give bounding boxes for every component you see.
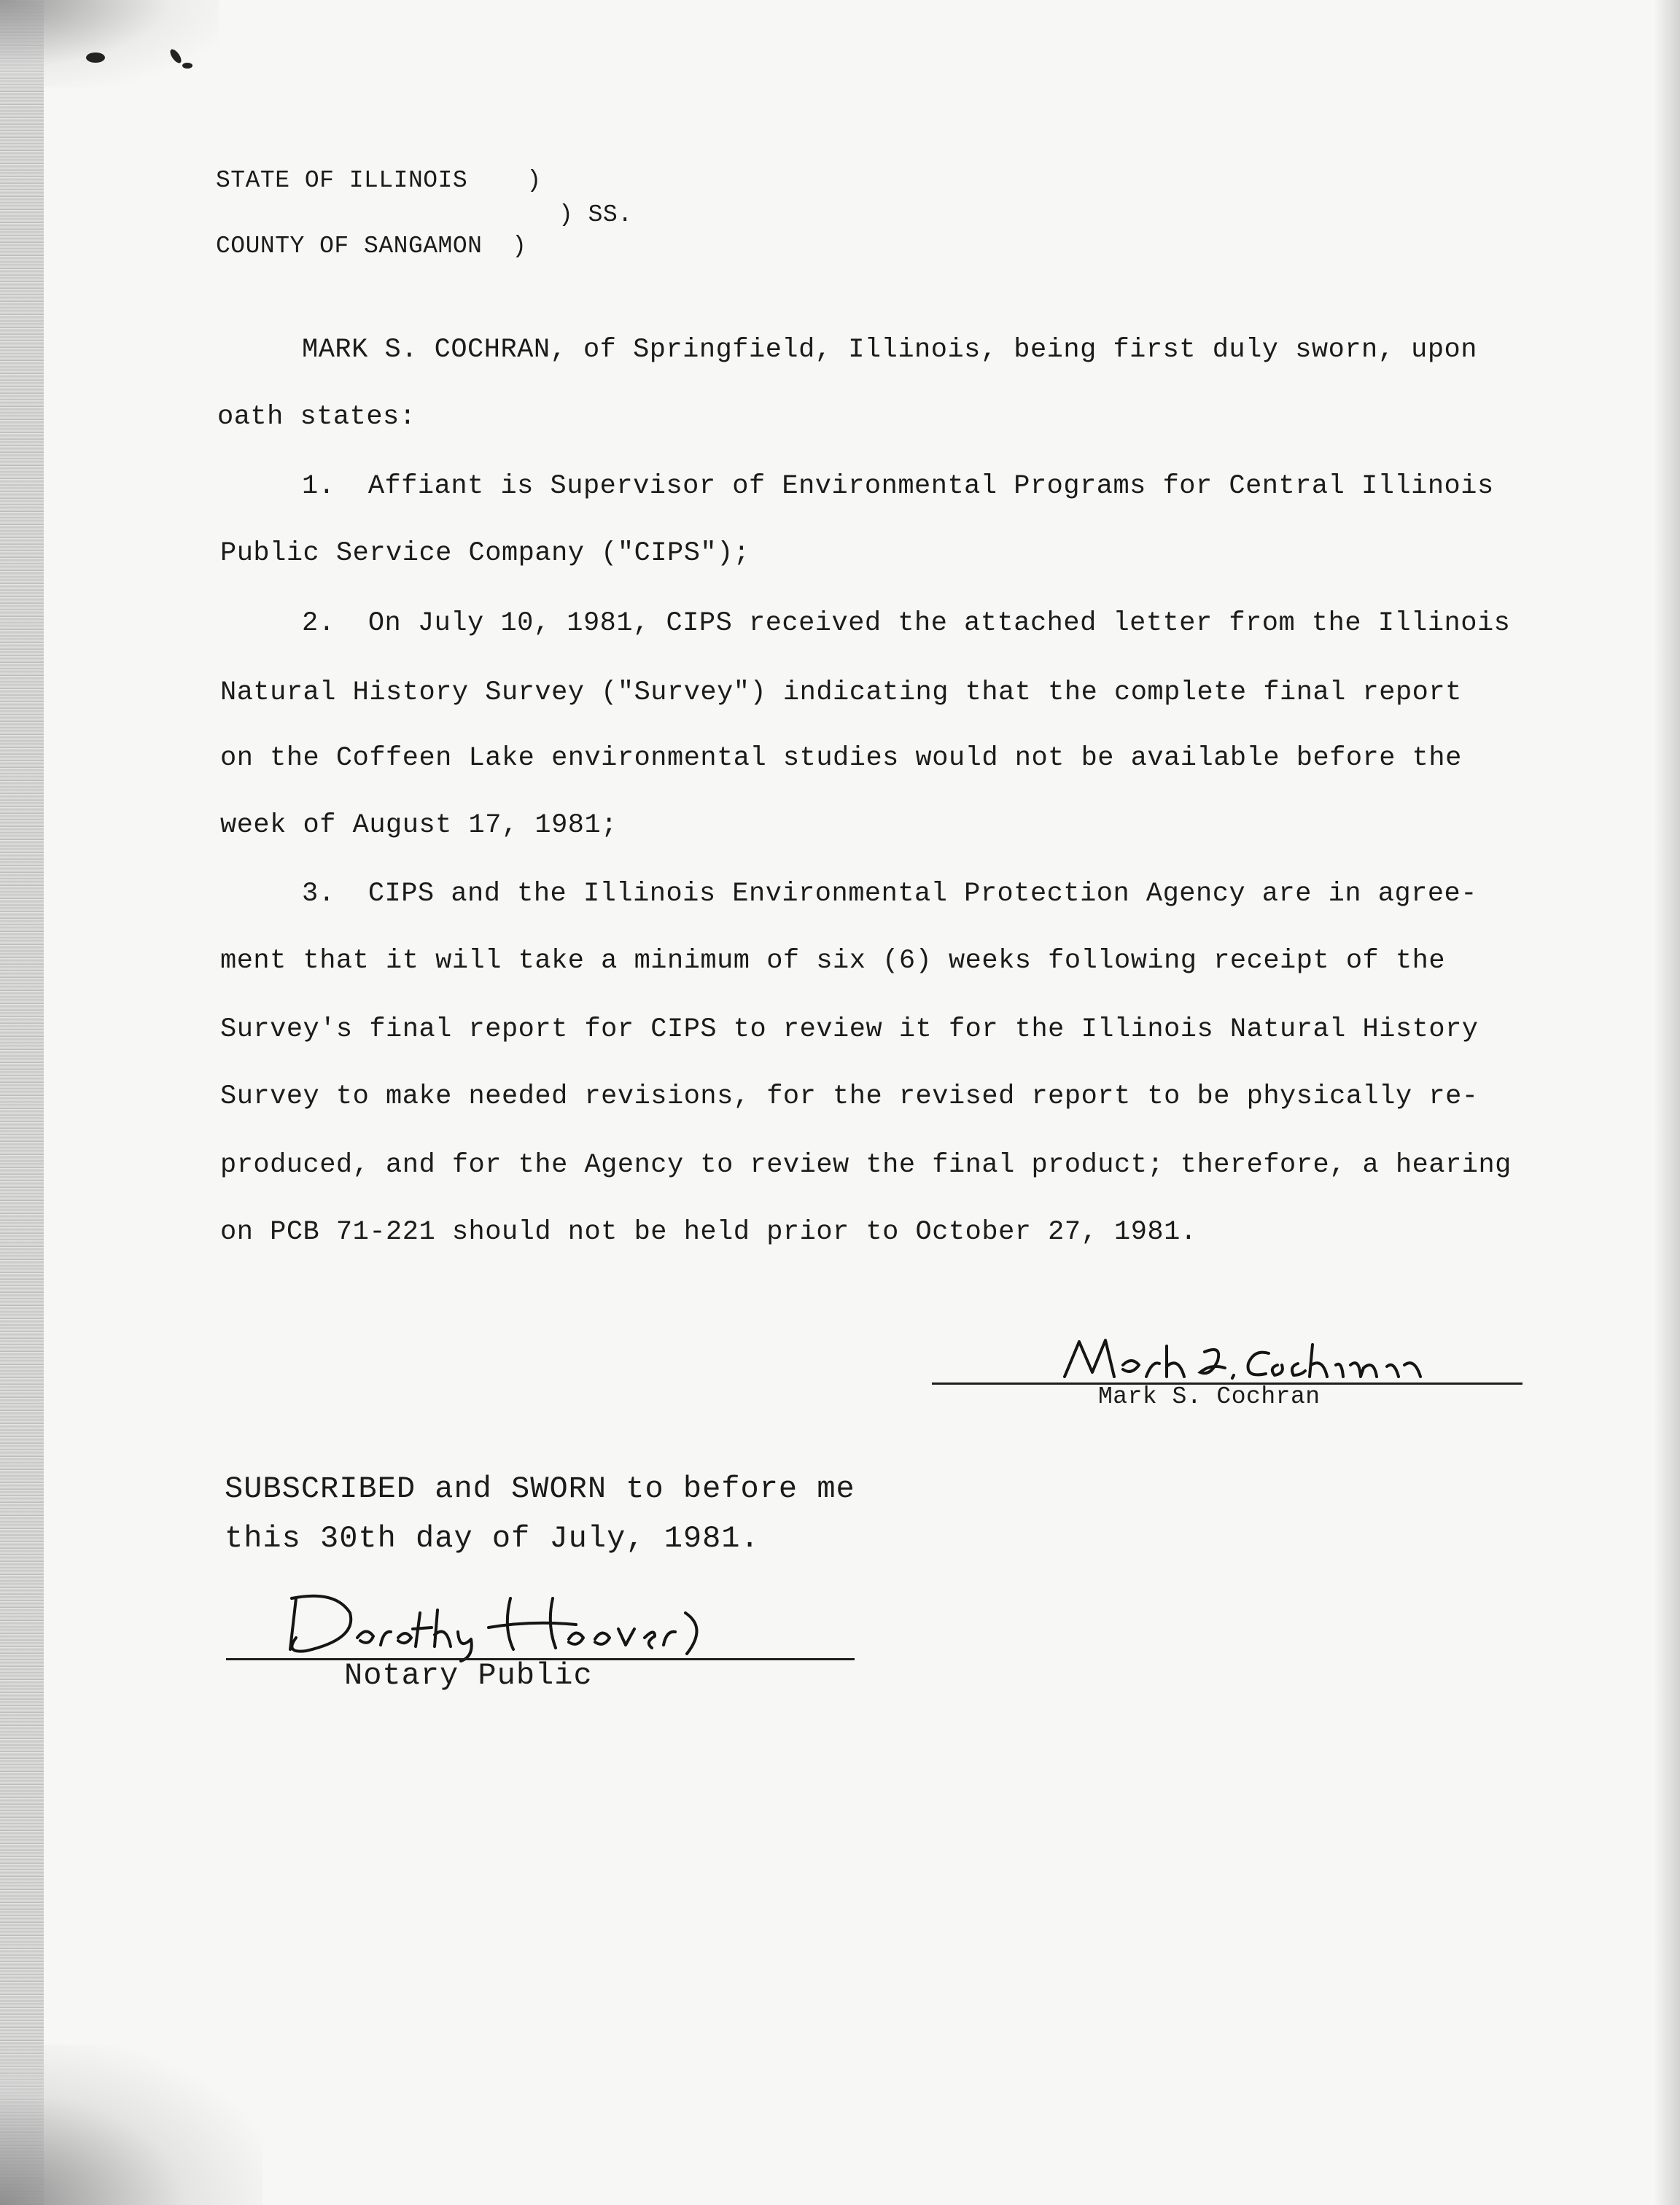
paragraph-2-line-1: 2. On July 10, 1981, CIPS received the attached letter from the Illinois	[302, 608, 1511, 639]
paragraph-3-line-1: 3. CIPS and the Illinois Environmental Protection Agency are in agree-	[302, 879, 1477, 909]
paragraph-3-line-6: on PCB 71-221 should not be held prior to October 27, 1981.	[220, 1217, 1197, 1248]
notary-title: Notary Public	[344, 1658, 593, 1693]
paragraph-3-line-3: Survey's final report for CIPS to review it for the Illinois Natural History	[220, 1014, 1479, 1045]
jurat-line-2: this 30th day of July, 1981.	[225, 1521, 760, 1556]
paragraph-1-line-1: 1. Affiant is Supervisor of Environmental Programs for Central Illinois	[302, 471, 1494, 502]
affiant-printed-name: Mark S. Cochran	[1098, 1383, 1321, 1410]
paragraph-1-line-2: Public Service Company ("CIPS");	[220, 538, 750, 569]
scan-speck	[86, 52, 105, 63]
paragraph-2-line-3: on the Coffeen Lake environmental studies would not be available before the	[220, 743, 1462, 774]
scan-top-corner-noise	[0, 0, 219, 88]
scan-edge-noise	[0, 0, 44, 2205]
intro-line-2: oath states:	[217, 402, 416, 432]
scan-bottom-corner-noise	[0, 2045, 262, 2205]
jurat-line-1: SUBSCRIBED and SWORN to before me	[225, 1471, 855, 1506]
county-caption: COUNTY OF SANGAMON )	[216, 233, 527, 260]
paragraph-3-line-4: Survey to make needed revisions, for the revised report to be physically re-	[220, 1081, 1479, 1112]
paragraph-2-line-2: Natural History Survey ("Survey") indicating that the complete final report	[220, 677, 1462, 708]
scan-speck	[182, 63, 192, 69]
paragraph-3-line-2: ment that it will take a minimum of six (6) weeks following receipt of the	[220, 946, 1446, 976]
ss-caption: ) SS.	[559, 201, 633, 228]
notary-signature	[270, 1584, 722, 1664]
paragraph-3-line-5: produced, and for the Agency to review the final product; therefore, a hearing	[220, 1150, 1512, 1181]
scan-right-edge-shadow	[1654, 0, 1680, 2205]
paragraph-2-line-4: week of August 17, 1981;	[220, 810, 618, 841]
state-caption: STATE OF ILLINOIS )	[216, 167, 542, 194]
intro-line-1: MARK S. COCHRAN, of Springfield, Illinois, being first duly sworn, upon	[302, 335, 1477, 365]
